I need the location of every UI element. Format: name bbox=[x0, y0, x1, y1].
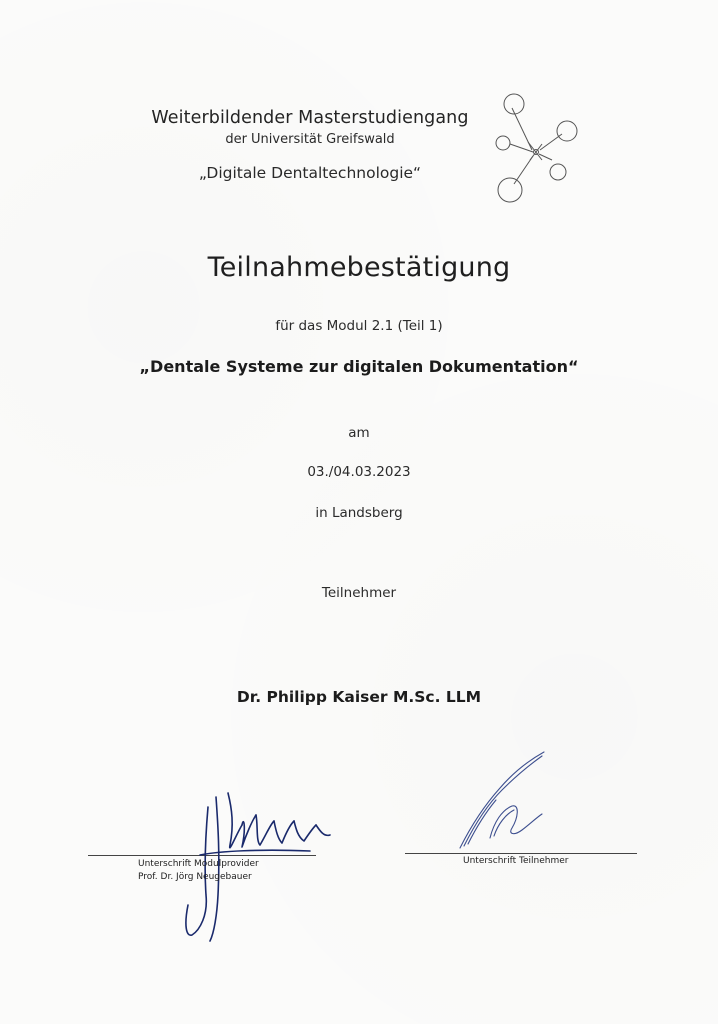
program-title: Weiterbildender Masterstudiengang bbox=[151, 108, 469, 128]
module-name: „Dentale Systeme zur digitalen Dokumentation“ bbox=[139, 357, 579, 376]
participant-signature-icon bbox=[450, 748, 560, 853]
date-prefix: am bbox=[348, 425, 370, 441]
role-label: Teilnehmer bbox=[321, 585, 397, 601]
module-line: für das Modul 2.1 (Teil 1) bbox=[275, 318, 443, 334]
participant-signature-label: Unterschrift Teilnehmer bbox=[463, 856, 569, 866]
event-location: in Landsberg bbox=[315, 505, 403, 521]
molecule-logo-icon bbox=[490, 86, 585, 216]
program-name: „Digitale Dentaltechnologie“ bbox=[198, 164, 422, 182]
provider-name-text: Prof. Dr. Jörg Neugebauer bbox=[138, 871, 252, 882]
provider-label-text: Unterschrift Modulprovider bbox=[138, 859, 259, 869]
program-header bbox=[140, 108, 480, 182]
participant-name: Dr. Philipp Kaiser M.Sc. LLM bbox=[236, 688, 482, 706]
signature-line-participant bbox=[405, 853, 637, 854]
signature-line-provider bbox=[88, 855, 316, 856]
provider-signature-label bbox=[138, 858, 259, 883]
document-title: Teilnahmebestätigung bbox=[207, 252, 511, 283]
university-name: der Universität Greifswald bbox=[225, 132, 395, 147]
event-date: 03./04.03.2023 bbox=[307, 464, 411, 480]
